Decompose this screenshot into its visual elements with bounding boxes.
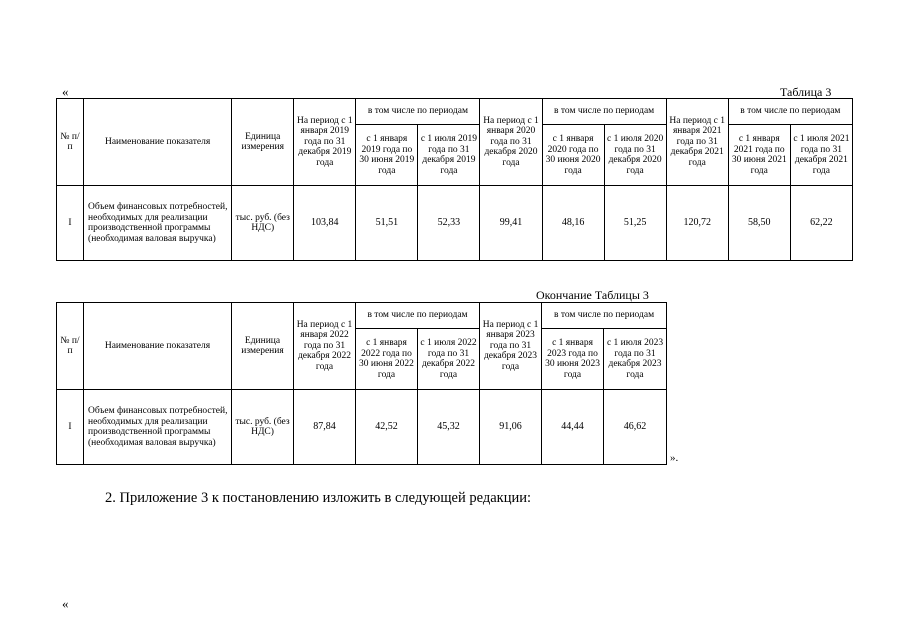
header-h1-2019: с 1 января 2019 года по 30 июня 2019 года (356, 125, 418, 186)
row-name: Объем финансовых потребностей, необходимых для реализации производственной программы (необходимая валовая выручка) (84, 186, 232, 261)
header-row-1 (57, 99, 853, 125)
opening-quote: « (62, 84, 69, 99)
header-period-2019: На период с 1 января 2019 года по 31 декабря 2019 года (294, 99, 356, 186)
amendment-paragraph: 2. Приложение 3 к постановлению изложить в следующей редакции: (105, 490, 532, 506)
value-2023-h1: 44,44 (542, 390, 604, 465)
table-row (57, 186, 853, 261)
header-h2-2020: с 1 июля 2020 года по 31 декабря 2020 года (604, 125, 666, 186)
table3-end-caption: Окончание Таблицы 3 (536, 288, 649, 302)
value-2020-h2: 51,25 (604, 186, 666, 261)
header-group-2022: в том числе по периодам (356, 303, 480, 329)
header-h2-2019: с 1 июля 2019 года по 31 декабря 2019 года (418, 125, 480, 186)
header-name: Наименование показателя (84, 303, 232, 390)
value-2022-h2: 45,32 (418, 390, 480, 465)
closing-quote: ». (670, 452, 679, 464)
header-row-1 (57, 303, 667, 329)
value-2019: 103,84 (294, 186, 356, 261)
row-name: Объем финансовых потребностей, необходимых для реализации производственной программы (необходимая валовая выручка) (84, 390, 232, 465)
table3-continuation (56, 302, 667, 465)
value-2021-h1: 58,50 (728, 186, 790, 261)
header-group-2020: в том числе по периодам (542, 99, 666, 125)
table3-caption: Таблица 3 (780, 85, 832, 99)
value-2020: 99,41 (480, 186, 542, 261)
value-2020-h1: 48,16 (542, 186, 604, 261)
header-unit: Единица измерения (232, 303, 294, 390)
header-period-2023: На период с 1 января 2023 года по 31 декабря 2023 года (480, 303, 542, 390)
opening-quote-2: « (62, 596, 69, 611)
table3-main (56, 98, 853, 261)
value-2019-h2: 52,33 (418, 186, 480, 261)
header-h1-2022: с 1 января 2022 года по 30 июня 2022 года (356, 329, 418, 390)
row-unit: тыс. руб. (без НДС) (232, 390, 294, 465)
header-period-2022: На период с 1 января 2022 года по 31 декабря 2022 года (294, 303, 356, 390)
table-row (57, 390, 667, 465)
value-2022-h1: 42,52 (356, 390, 418, 465)
row-num: I (57, 186, 84, 261)
header-h2-2022: с 1 июля 2022 года по 31 декабря 2022 года (418, 329, 480, 390)
row-num: I (57, 390, 84, 465)
header-num: № п/п (57, 99, 84, 186)
value-2023-h2: 46,62 (604, 390, 667, 465)
value-2021: 120,72 (666, 186, 728, 261)
header-name: Наименование показателя (84, 99, 232, 186)
header-group-2019: в том числе по периодам (356, 99, 480, 125)
header-period-2021: На период с 1 января 2021 года по 31 декабря 2021 года (666, 99, 728, 186)
header-h1-2021: с 1 января 2021 года по 30 июня 2021 года (728, 125, 790, 186)
header-h1-2023: с 1 января 2023 года по 30 июня 2023 года (542, 329, 604, 390)
header-h2-2023: с 1 июля 2023 года по 31 декабря 2023 года (604, 329, 667, 390)
header-num: № п/п (57, 303, 84, 390)
header-h2-2021: с 1 июля 2021 года по 31 декабря 2021 года (790, 125, 852, 186)
header-group-2021: в том числе по периодам (728, 99, 852, 125)
value-2021-h2: 62,22 (790, 186, 852, 261)
row-unit: тыс. руб. (без НДС) (232, 186, 294, 261)
value-2019-h1: 51,51 (356, 186, 418, 261)
value-2022: 87,84 (294, 390, 356, 465)
header-unit: Единица измерения (232, 99, 294, 186)
header-period-2020: На период с 1 января 2020 года по 31 декабря 2020 года (480, 99, 542, 186)
header-group-2023: в том числе по периодам (542, 303, 667, 329)
value-2023: 91,06 (480, 390, 542, 465)
header-h1-2020: с 1 января 2020 года по 30 июня 2020 года (542, 125, 604, 186)
